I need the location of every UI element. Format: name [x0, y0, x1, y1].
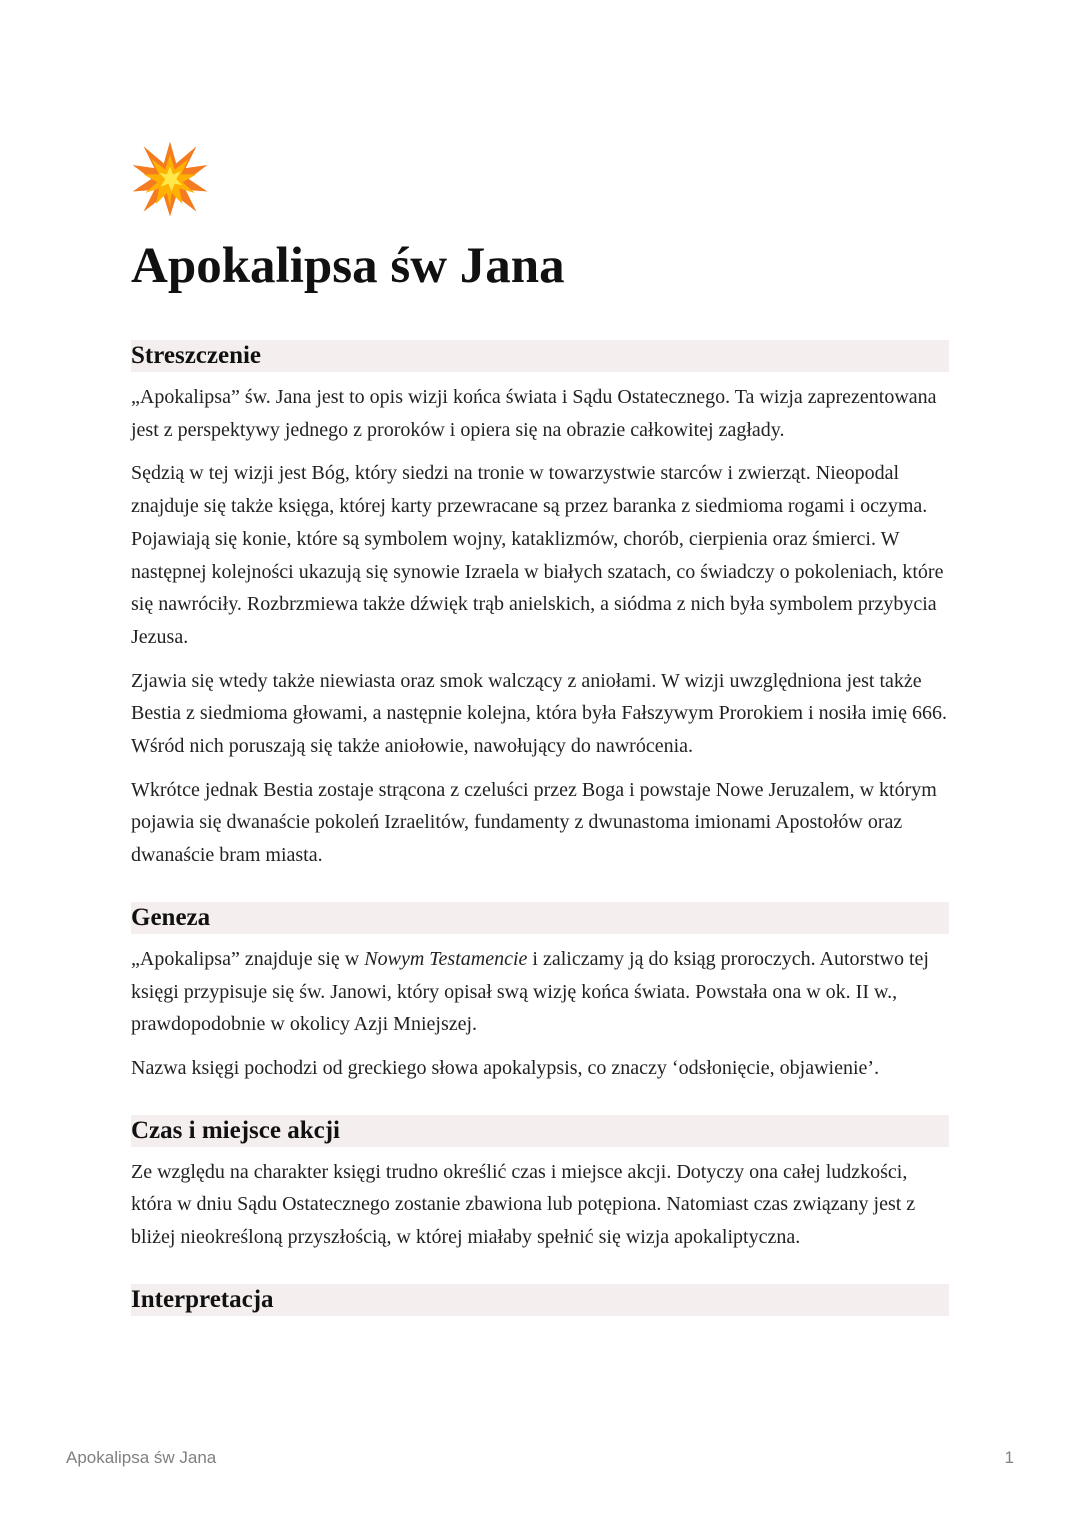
footer-document-title: Apokalipsa św Jana	[66, 1448, 217, 1467]
italic-text: Nowym Testamencie	[364, 947, 528, 970]
paragraph: Nazwa księgi pochodzi od greckiego słowa apokalypsis, co znaczy ‘odsłonięcie, objawienie’.	[131, 1056, 880, 1079]
section-heading: Streszczenie	[131, 340, 949, 372]
page-title: Apokalipsa św Jana	[131, 238, 565, 294]
paragraph: „Apokalipsa” św. Jana jest to opis wizji końca świata i Sądu Ostatecznego. Ta wizja zaprezentowana jest z perspektywy jednego z proroków i opiera się na obrazie całkowitej zagłady.	[131, 386, 937, 441]
section-streszczenie	[131, 340, 949, 872]
document-body	[131, 140, 949, 1316]
paragraph: Zjawia się wtedy także niewiasta oraz smok walczący z aniołami. W wizji uwzględniona jest także Bestia z siedmioma głowami, a następnie kolejna, która była Fałszywym Prorokiem i nosiła imię 666. Wśród nich poruszają się także aniołowie, nawołujący do nawrócenia.	[131, 669, 947, 758]
footer-page-number: 1	[1004, 1448, 1014, 1467]
paragraph	[131, 943, 949, 1041]
section-czas-i-miejsce	[131, 1115, 949, 1254]
section-interpretacja	[131, 1284, 949, 1316]
text-run: „Apokalipsa” znajduje się w	[131, 947, 365, 970]
section-heading: Czas i miejsce akcji	[131, 1115, 949, 1147]
section-geneza	[131, 902, 949, 1085]
section-heading: Interpretacja	[131, 1284, 949, 1316]
collision-icon	[131, 140, 209, 218]
text-run: i zaliczamy ją do ksiąg proroczych. Autorstwo tej księgi przypisuje się św. Janowi, który opisał swą wizję końca świata. Powstała ona w ok. II w., prawdopodobnie w okolicy Azji Mniejszej.	[131, 947, 929, 1036]
paragraph: Wkrótce jednak Bestia zostaje strącona z czeluści przez Boga i powstaje Nowe Jeruzalem, w którym pojawia się dwanaście pokoleń Izraelitów, fundamenty z dwunastoma imionami Apostołów oraz dwanaście bram miasta.	[131, 778, 937, 867]
paragraph: Sędzią w tej wizji jest Bóg, który siedzi na tronie w towarzystwie starców i zwierząt. Nieopodal znajduje się także księga, której karty przewracane są przez baranka z siedmioma rogami i oczyma. Pojawiają się konie, które są symbolem wojny, kataklizmów, chorób, cierpienia oraz śmierci. W następnej kolejności ukazują się synowie Izraela w białych szatach, co świadczy o pokoleniach, które się nawróciły. Rozbrzmiewa także dźwięk trąb anielskich, a siódma z nich była symbolem przybycia Jezusa.	[131, 462, 944, 648]
section-heading: Geneza	[131, 902, 949, 934]
paragraph: Ze względu na charakter księgi trudno określić czas i miejsce akcji. Dotyczy ona całej ludzkości, która w dniu Sądu Ostatecznego zostanie zbawiona lub potępiona. Natomiast czas związany jest z bliżej nieokreśloną przyszłością, w której miałaby spełnić się wizja apokaliptyczna.	[131, 1160, 916, 1249]
